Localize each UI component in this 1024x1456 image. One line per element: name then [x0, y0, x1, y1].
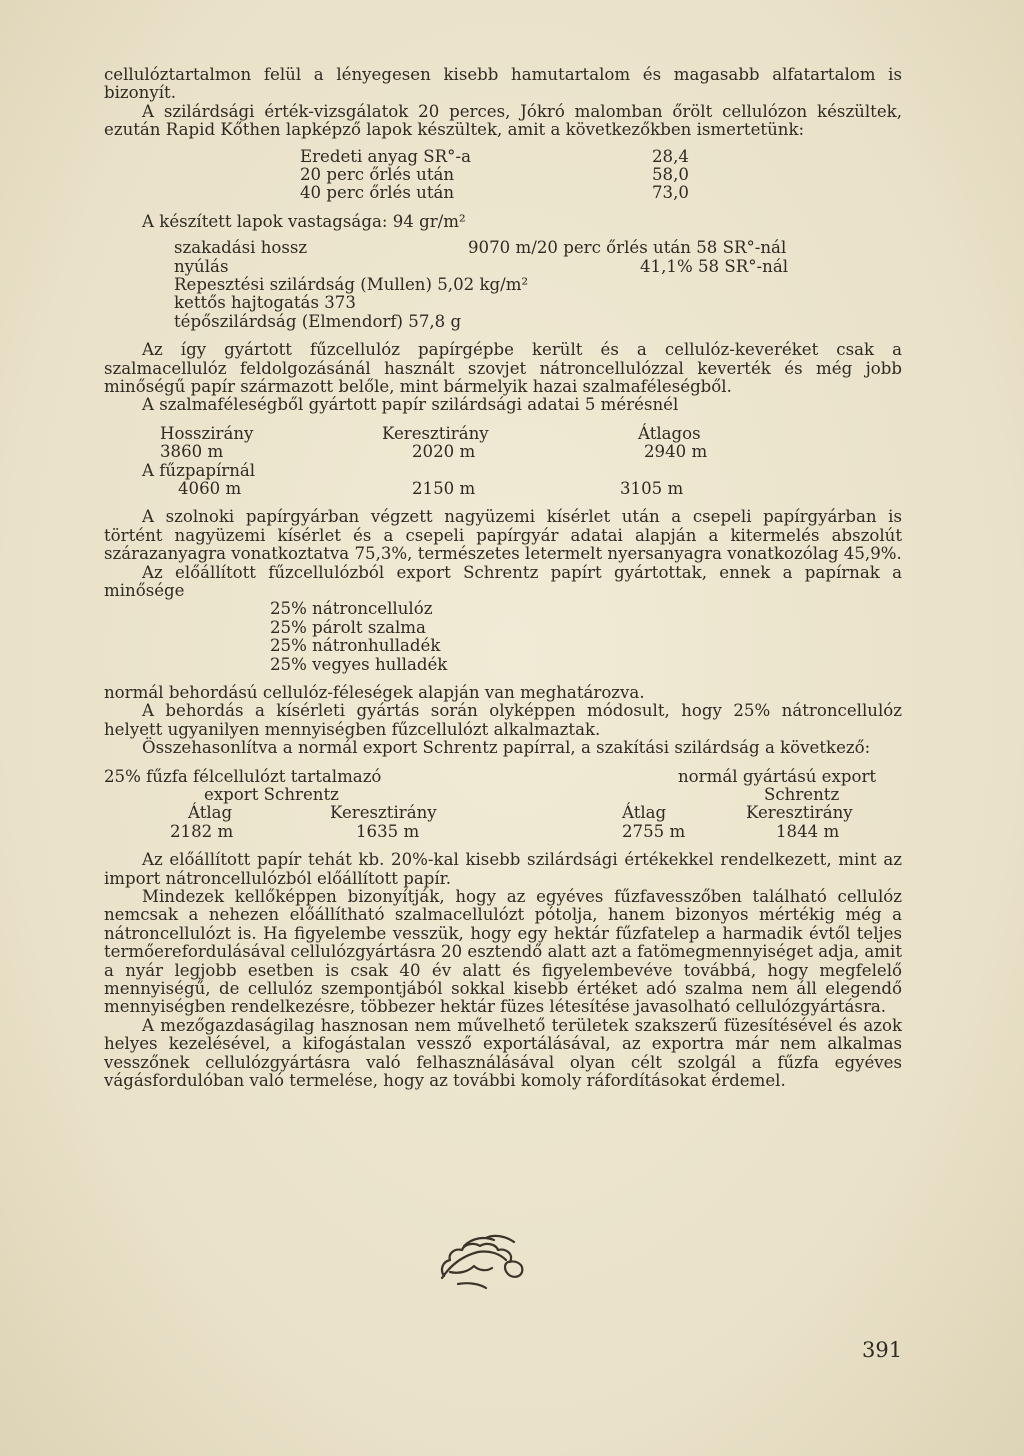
leaf-ornament-icon — [428, 1232, 538, 1292]
paragraph-10: Az előállított papír tehát kb. 20%-kal kisebb szilárdsági értékekkel rendelkezett, mint az import nátroncellulózból előállított papír. — [104, 850, 902, 888]
paragraph-2: A szilárdsági érték-vizsgálatok 20 perces, Jókró malomban őrölt cellulózon készültek, ezután Rapid Kőthen lapképző lapok készültek, amit a következőkben ismertetünk: — [104, 101, 902, 140]
paragraph-12: A mezőgazdaságilag hasznosan nem művelhető területek szakszerű füzesítésével és azok helyes kezelésével, a kifogástalan vessző exportálásával, az exportra már nem alkalmas vesszőnek cellulózgyártásra való felhasználásával olyan célt szolgál a fűzfa egyéves vágásfordulóban való termelése, hogy az további komoly ráfordításokat érdemel. — [104, 1015, 902, 1090]
strength-table: Hosszirány Keresztirány Átlagos 3860 m 2020 m 2940 m A fűzpapírnál 4060 m 2150 m 3105 m — [142, 423, 708, 498]
page-number: 391 — [862, 1338, 903, 1362]
text-column — [104, 66, 902, 1090]
paragraph-1: cellulóztartalmon felül a lényegesen kisebb hamutartalom és magasabb alfatartalom is bizonyít. — [104, 65, 902, 103]
paragraph-8: A behordás a kísérleti gyártás során olyképpen módosult, hogy 25% nátroncellulóz helyett ugyanilyen mennyiségben fűzcellulózt alkalmaztak. — [104, 701, 902, 739]
sr-row: 20 perc őrlés után 58,0 — [300, 165, 689, 185]
sr-row: Eredeti anyag SR°-a 28,4 — [300, 146, 689, 166]
recipe-list: 25% nátroncellulóz 25% párolt szalma 25% nátronhulladék 25% vegyes hulladék — [270, 599, 448, 674]
paragraph-11: Mindezek kellőképpen bizonyítják, hogy az egyéves fűzfavesszőben található cellulóz nemcsak a nehezen előállítható szalmacellulózt pótolja, hanem bizonyos mértékig még a nátroncellulózt is. Ha figyelembe vesszük, hogy egy hektár fűzfatelep a harmadik évtől teljes termőerefordulásával cellulózgyártásra 20 esztendő alatt azt a fatömegmennyiséget adja, amit a nyár legjobb esetben is csak 40 év alatt és figyelembevéve továbbá, hogy megfelelő mennyiségű, de cellulóz szempontjából sokkal kisebb értéket adó szalma nem áll elegendő mennyiségben rendelkezésre, többezer hektár füzes létesítése javasolható cellulózgyártásra. — [104, 886, 902, 1017]
thickness-line: A készített lapok vastagsága: 94 gr/m² — [142, 211, 466, 231]
sr-table — [104, 148, 902, 203]
paragraph-7: normál behordású cellulóz-féleségek alapján van meghatározva. — [104, 682, 645, 702]
sr-row: 40 perc őrlés után 73,0 — [300, 183, 689, 203]
paragraph-3: Az így gyártott fűzcellulóz papírgépbe került és a cellulóz-keveréket csak a szalmacellulóz feldolgozásánál használt szovjet nátroncellulózzal keverték és még jobb minőségű papír származott belőle, mint bármelyik hazai szalmaféleségből. — [104, 340, 902, 396]
paragraph-9: Összehasonlítva a normál export Schrentz papírral, a szakítási szilárdság a következő: — [142, 738, 871, 758]
comparison-table: 25% fűzfa félcellulózt tartalmazó normál gyártású export export Schrentz Schrentz Átlag Keresztirány Átlag Keresztirány 2182 m 1635 m 2755 m 1844 m — [104, 766, 877, 841]
paragraph-5: A szolnoki papírgyárban végzett nagyüzemi kísérlet után a csepeli papírgyárban is történt nagyüzemi kísérlet és a csepeli papírgyár adatai alapján a kitermelés abszolút szárazanyagra vonatkoztatva 75,3%, természetes letermelt nyersanyagra vonatkozólag 45,9%. — [104, 507, 902, 564]
paragraph-4: A szalmaféleségből gyártott papír szilárdsági adatai 5 mérésnél — [142, 395, 679, 415]
paragraph-6: Az előállított fűzcellulózból export Schrentz papírt gyártottak, ennek a papírnak a minősége — [104, 562, 902, 600]
properties-list: szakadási hossz 9070 m/20 perc őrlés után 58 SR°-nál nyúlás 41,1% 58 SR°-nál Repesztési szilárdság (Mullen) 5,02 kg/m² kettős hajtogatás 373 tépőszilárdság (Elmendorf) 57,8 g — [174, 238, 789, 331]
